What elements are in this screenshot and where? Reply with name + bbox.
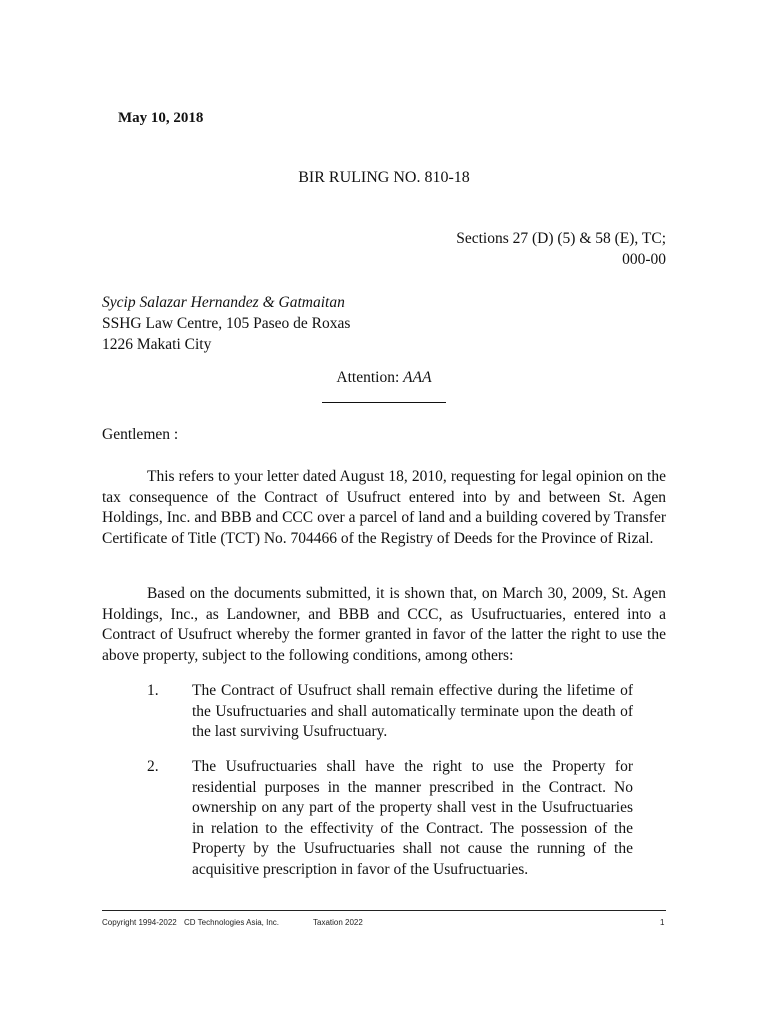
sections-line-2: 000-00 (622, 251, 666, 268)
footer-page-number: 1 (660, 918, 665, 927)
attention-label: Attention: (336, 369, 404, 386)
ruling-date: May 10, 2018 (118, 110, 204, 126)
list-item-number: 2. (147, 758, 159, 775)
list-item-1 (147, 681, 633, 743)
salutation: Gentlemen : (102, 426, 179, 443)
footer-divider (102, 910, 666, 911)
addressee-line-2: SSHG Law Centre, 105 Paseo de Roxas (102, 315, 351, 332)
attention-underline (322, 402, 446, 403)
footer-copyright: Copyright 1994-2022 (102, 918, 177, 927)
list-item-text: The Contract of Usufruct shall remain effective during the lifetime of the Usufructuaries and shall automatically terminate upon the death of the last surviving Usufructuary. (192, 682, 633, 740)
attention-line (0, 369, 768, 387)
list-item-number: 1. (147, 682, 159, 699)
footer-collection: Taxation 2022 (313, 918, 363, 927)
footer-company: CD Technologies Asia, Inc. (184, 918, 280, 927)
paragraph-text: This refers to your letter dated August 18, 2010, requesting for legal opinion on the tax consequence of the Contract of Usufruct entered into by and between St. Agen Holdings, Inc. and BBB and CCC over a parcel of land and a building covered by Transfer Certificate of Title (TCT) No. 704466 of the Registry of Deeds for the Province of Rizal. (102, 468, 666, 547)
addressee-line-3: 1226 Makati City (102, 336, 212, 353)
ruling-title: BIR RULING NO. 810-18 (298, 169, 470, 186)
paragraph-1 (102, 467, 666, 549)
paragraph-2 (102, 584, 666, 666)
attention-value: AAA (403, 369, 432, 386)
list-item-2 (147, 757, 633, 880)
addressee-block (102, 292, 350, 355)
sections-reference (456, 228, 666, 270)
paragraph-text: Based on the documents submitted, it is shown that, on March 30, 2009, St. Agen Holdings, Inc., as Landowner, and BBB and CCC, as Usufructuaries, entered into a Contract of Usufruct whereby the former granted in favor of the latter the right to use the above property, subject to the following conditions, among others: (102, 585, 666, 664)
addressee-name: Sycip Salazar Hernandez & Gatmaitan (102, 294, 345, 311)
sections-line-1: Sections 27 (D) (5) & 58 (E), TC; (456, 230, 666, 247)
list-item-text: The Usufructuaries shall have the right to use the Property for residential purposes in the manner prescribed in the Contract. No ownership on any part of the property shall vest in the Usufructuaries in relation to the effectivity of the Contract. The possession of the Property by the Usufructuaries shall not cause the running of the acquisitive prescription in favor of the Usufructuaries. (192, 758, 633, 878)
